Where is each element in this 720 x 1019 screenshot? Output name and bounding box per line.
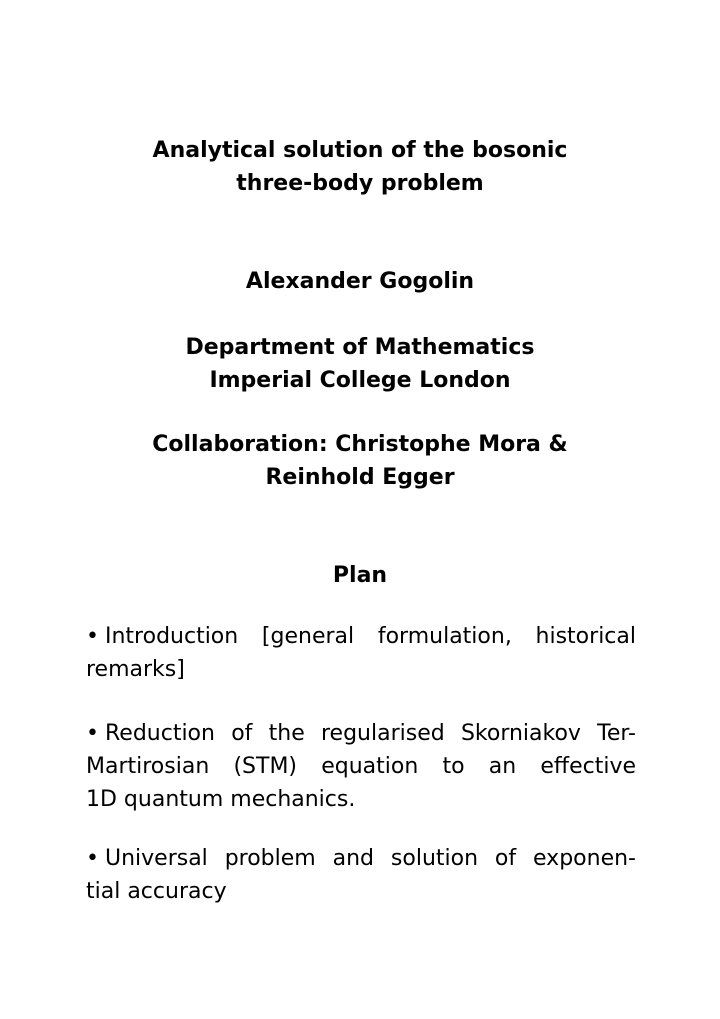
bullet-icon: • bbox=[86, 624, 99, 649]
title-line-1: Analytical solution of the bosonic bbox=[152, 138, 568, 163]
title bbox=[0, 134, 720, 200]
collaboration-line-2: Reinhold Egger bbox=[265, 465, 455, 490]
plan-heading bbox=[0, 559, 720, 592]
plan-item-2-line-3: 1D quantum mechanics. bbox=[86, 787, 356, 812]
plan-item-2-text-1: Reduction of the regularised Skorniakov Ter- bbox=[104, 721, 636, 746]
plan-item-1-text-1: Introduction [general formulation, historical bbox=[104, 624, 636, 649]
plan-heading-text: Plan bbox=[332, 563, 388, 588]
plan-item-universal-problem bbox=[86, 842, 636, 908]
plan-item-1-line-2: remarks] bbox=[86, 657, 185, 682]
bullet-icon: • bbox=[86, 846, 99, 871]
affiliation-line-2: Imperial College London bbox=[209, 368, 511, 393]
plan-item-3-line-1 bbox=[86, 842, 636, 875]
plan-item-1-line-1 bbox=[86, 620, 636, 653]
collaboration-line-1: Collaboration: Christophe Mora & bbox=[152, 432, 568, 457]
plan-item-2-line-1 bbox=[86, 717, 636, 750]
author-line: Alexander Gogolin bbox=[245, 269, 475, 294]
title-line-2: three-body problem bbox=[236, 171, 484, 196]
author-name bbox=[0, 265, 720, 298]
affiliation-line-1: Department of Mathematics bbox=[185, 335, 535, 360]
plan-item-reduction bbox=[86, 717, 636, 816]
bullet-icon: • bbox=[86, 721, 99, 746]
affiliation bbox=[0, 331, 720, 397]
plan-item-3-line-2: tial accuracy bbox=[86, 879, 227, 904]
plan-item-introduction bbox=[86, 620, 636, 686]
plan-item-3-text-1: Universal problem and solution of exponen- bbox=[104, 846, 636, 871]
collaboration bbox=[0, 428, 720, 494]
plan-item-2-line-2: Martirosian (STM) equation to an effective bbox=[86, 754, 636, 779]
